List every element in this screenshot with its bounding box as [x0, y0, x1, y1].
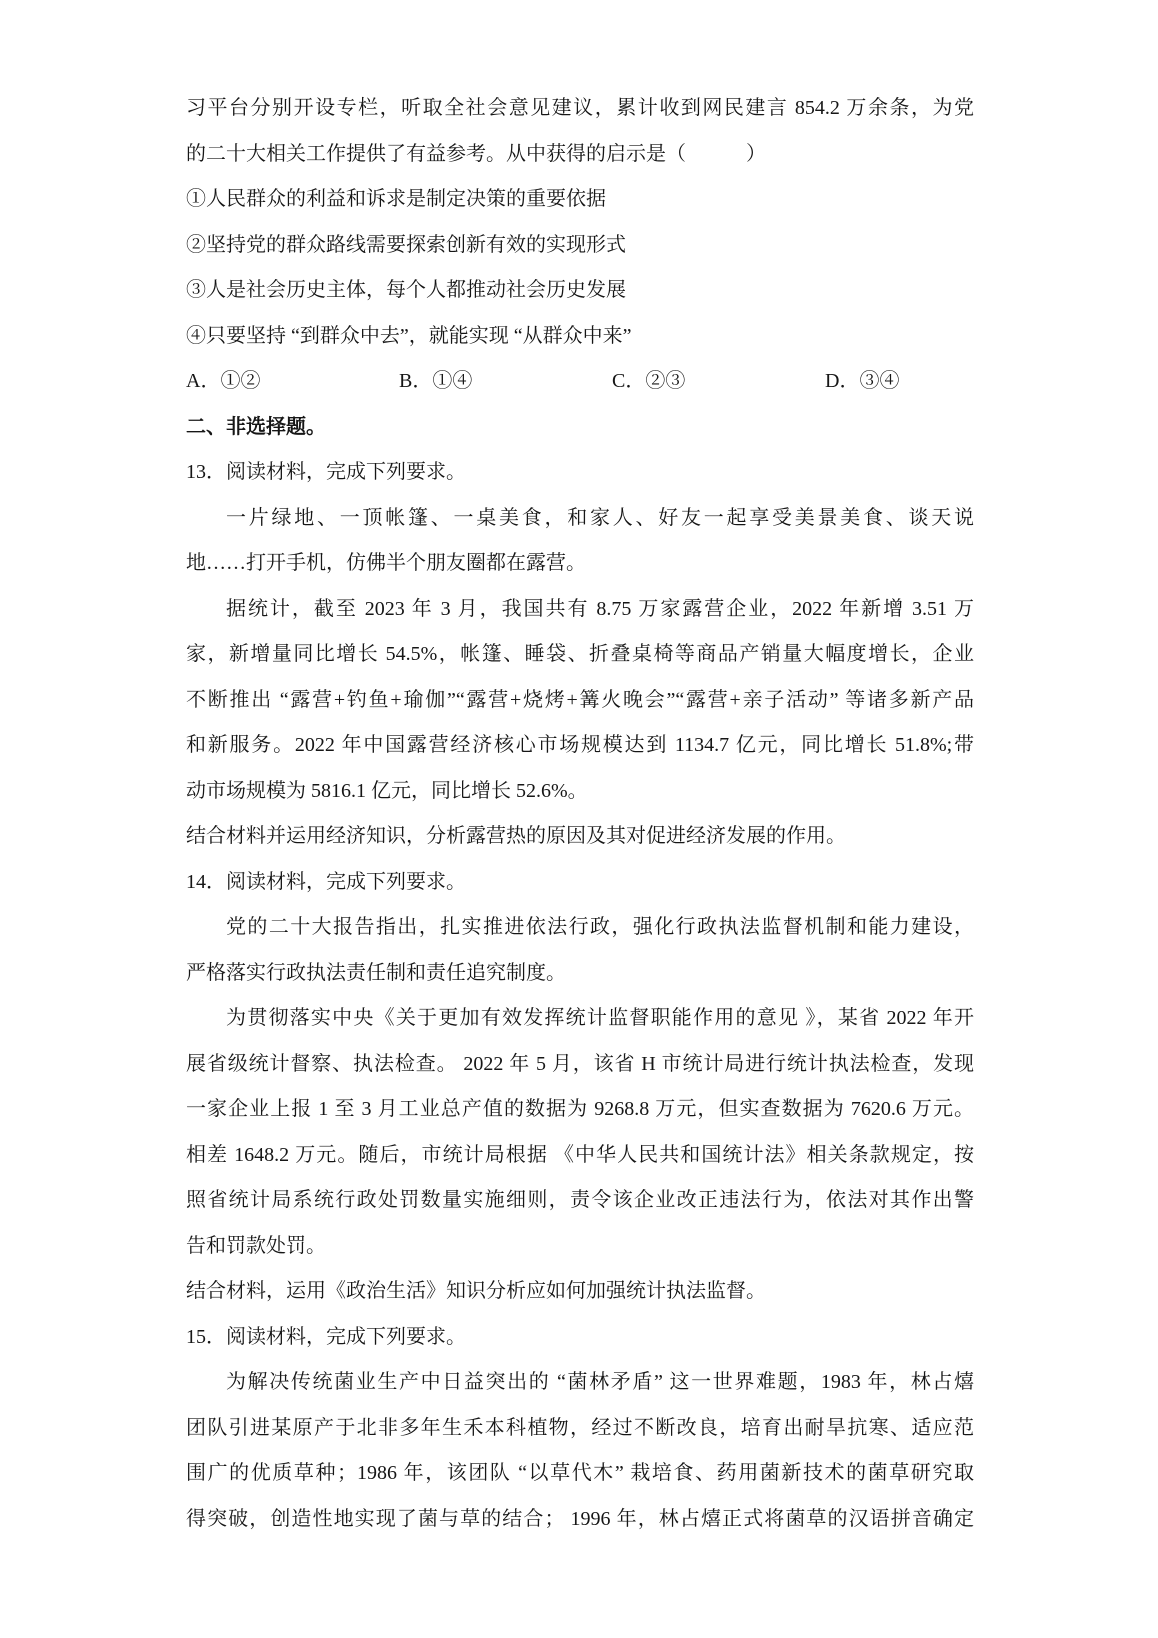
q13-task-line: 结合材料并运用经济知识，分析露营热的原因及其对促进经济发展的作用。 — [186, 825, 846, 847]
q12-statement-4: ④只要坚持 “到群众中去”，就能实现 “从群众中来” — [186, 324, 632, 347]
q13-para2-line-3: 不断推出 “露营+钓鱼+瑜伽”“露营+烧烤+篝火晚会”“露营+亲子活动” 等诸多新产品 — [186, 688, 974, 711]
q14-para2-line-2: 展省级统计督察、执法检查。 2022 年 5 月，该省 H 市统计局进行统计执法检查，发现 — [186, 1052, 974, 1075]
section-2-heading: 二、非选择题。 — [186, 415, 326, 438]
q13-para2-line-4: 和新服务。2022 年中国露营经济核心市场规模达到 1134.7 亿元，同比增长 51.8%;带 — [186, 734, 974, 756]
q12-statement-3: ③人是社会历史主体，每个人都推动社会历史发展 — [186, 279, 626, 301]
q13-para1-line-2: 地……打开手机，仿佛半个朋友圈都在露营。 — [186, 552, 586, 574]
q14-para2-line-5: 照省统计局系统行政处罚数量实施细则，责令该企业改正违法行为，依法对其作出警 — [186, 1189, 974, 1211]
q12-choice-a: A．①② — [186, 370, 261, 392]
q12-statement-2: ②坚持党的群众路线需要探索创新有效的实现形式 — [186, 233, 626, 256]
q14-para1-line-1: 党的二十大报告指出，扎实推进依法行政，强化行政执法监督机制和能力建设， — [226, 916, 974, 938]
q13-para2-line-5: 动市场规模为 5816.1 亿元，同比增长 52.6%。 — [186, 779, 588, 802]
q14-para2-line-6: 告和罚款处罚。 — [186, 1234, 326, 1257]
q12-stem-line-1: 习平台分别开设专栏，听取全社会意见建议，累计收到网民建言 854.2 万余条，为党 — [186, 97, 974, 119]
q12-choice-d: D．③④ — [825, 370, 900, 392]
q15-para1-line-2: 团队引进某原产于北非多年生禾本科植物，经过不断改良，培育出耐旱抗寒、适应范 — [186, 1416, 974, 1439]
q15-para1-line-4: 得突破，创造性地实现了菌与草的结合； 1996 年，林占熺正式将菌草的汉语拼音确定 — [186, 1507, 974, 1530]
q14-number-line: 14．阅读材料，完成下列要求。 — [186, 870, 466, 893]
q13-para1-line-1: 一片绿地、一顶帐篷、一桌美食，和家人、好友一起享受美景美食、谈天说 — [226, 506, 974, 529]
q12-choices-row — [186, 359, 974, 405]
q15-para1-line-3: 围广的优质草种；1986 年，该团队 “以草代木” 栽培食、药用菌新技术的菌草研究取 — [186, 1462, 974, 1484]
q12-stem-line-2: 的二十大相关工作提供了有益参考。从中获得的启示是（ ） — [186, 142, 766, 165]
q12-choice-b: B．①④ — [399, 370, 473, 392]
q12-statement-1: ①人民群众的利益和诉求是制定决策的重要依据 — [186, 188, 606, 210]
q13-para2-line-1: 据统计，截至 2023 年 3 月，我国共有 8.75 万家露营企业，2022 年新增 3.51 万 — [226, 597, 974, 620]
q14-task-line: 结合材料，运用《政治生活》知识分析应如何加强统计执法监督。 — [186, 1280, 766, 1302]
q14-para2-line-1: 为贯彻落实中央《关于更加有效发挥统计监督职能作用的意见 》，某省 2022 年开 — [226, 1007, 974, 1029]
q13-para2-line-2: 家，新增量同比增长 54.5%，帐篷、睡袋、折叠桌椅等商品产销量大幅度增长，企业 — [186, 643, 974, 665]
q12-choice-c: C．②③ — [612, 370, 686, 392]
q15-para1-line-1: 为解决传统菌业生产中日益突出的 “菌林矛盾” 这一世界难题，1983 年，林占熺 — [226, 1371, 974, 1393]
q14-para2-line-3: 一家企业上报 1 至 3 月工业总产值的数据为 9268.8 万元，但实查数据为 7620.6 万元。 — [186, 1098, 974, 1120]
q14-para1-line-2: 严格落实行政执法责任制和责任追究制度。 — [186, 961, 566, 984]
q14-para2-line-4: 相差 1648.2 万元。随后，市统计局根据 《中华人民共和国统计法》相关条款规定，按 — [186, 1143, 974, 1166]
q13-number-line: 13．阅读材料，完成下列要求。 — [186, 461, 466, 483]
q15-number-line: 15．阅读材料，完成下列要求。 — [186, 1325, 466, 1348]
